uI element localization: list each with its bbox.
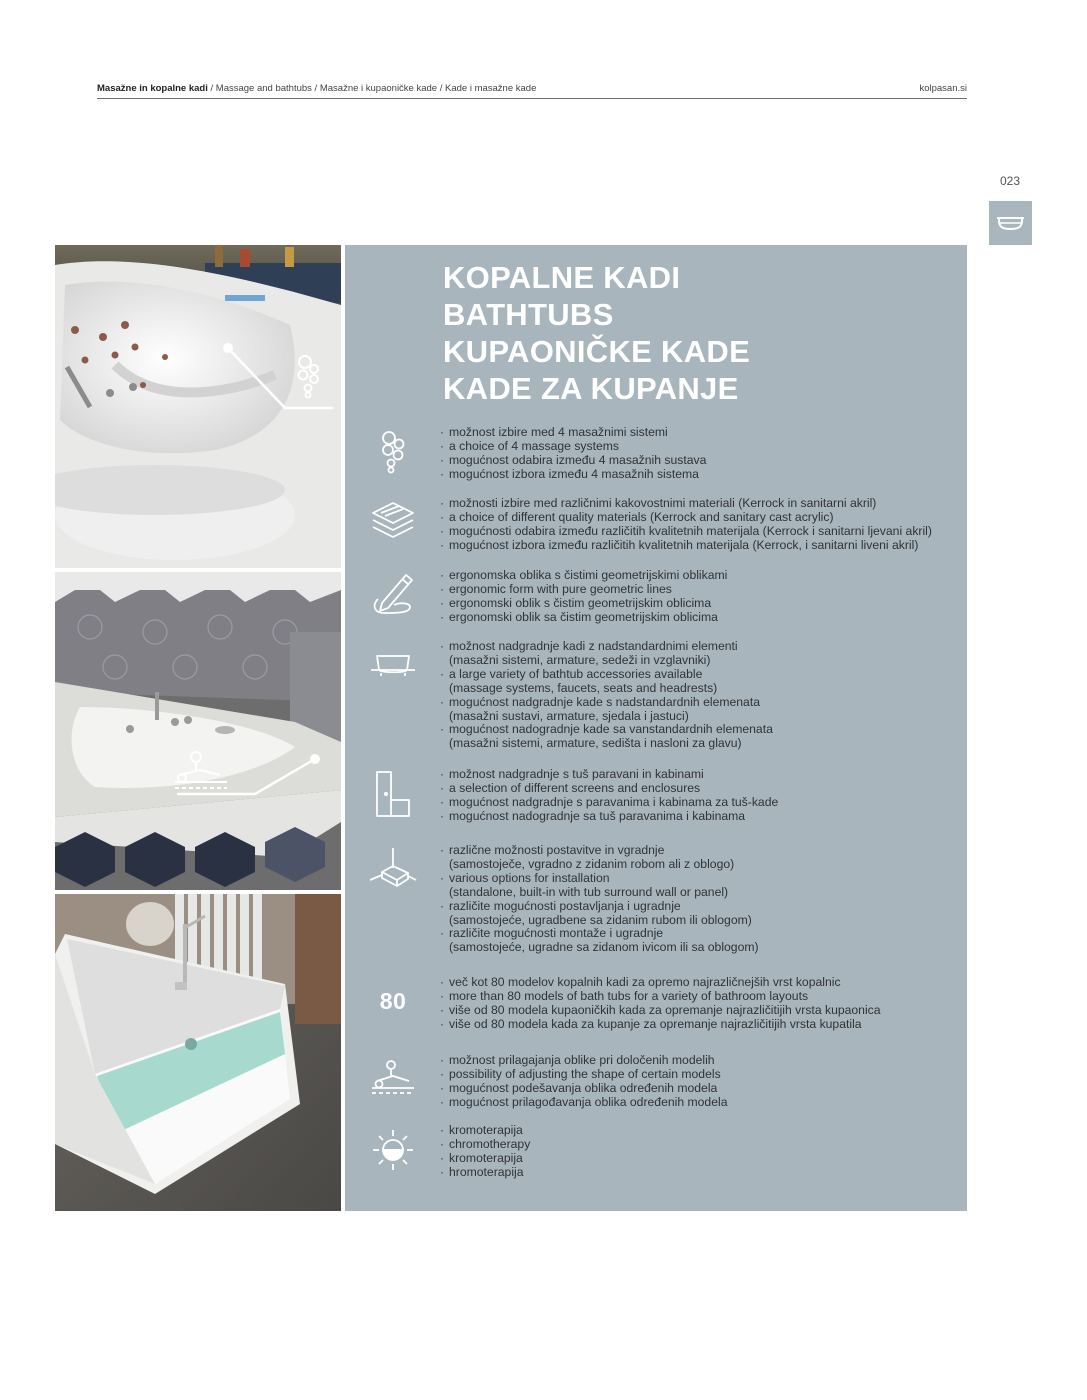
panel-title [443, 259, 750, 407]
feature-line: · chromotherapy [440, 1136, 531, 1151]
feature-line: · mogućnost odabira između 4 masažnih sustava [440, 452, 707, 467]
feature-line: · možnosti izbire med različnimi kakovostnimi materiali (Kerrock in sanitarni akril) [440, 496, 877, 510]
number-80-badge: 80 [379, 988, 407, 1014]
feature-line: · možnost nadgradnje kadi z nadstandardnimi elementi [440, 639, 738, 653]
feature-line: (masažni sustavi, armature, sjedala i jastuci) [449, 708, 689, 723]
breadcrumb-translations: / Massage and bathtubs / Masažne i kupaoničke kade / Kade i masažne kade [207, 83, 537, 94]
shower-screen-icon [367, 770, 419, 823]
title-line-sl: KOPALNE KADI [443, 260, 681, 295]
feature-line: · mogućnost izbora između različitih kvalitetnih materijala (Kerrock, i sanitarni liveni akril) [440, 537, 919, 552]
feature-line: · kromoterapija [440, 1150, 523, 1165]
feature-line: · ergonomic form with pure geometric lines [440, 581, 672, 596]
feature-line: (samostoječe, vgradno z zidanim robom ali z oblogo) [449, 856, 735, 871]
site-url[interactable]: kolpasan.si [919, 83, 967, 94]
title-line-sr: KADE ZA KUPANJE [443, 371, 739, 406]
feature-line: · več kot 80 modelov kopalnih kadi za opremo najrazličnejših vrst kopalnic [440, 975, 841, 989]
bathtub-icon [367, 652, 419, 683]
photo-freestanding-tub [55, 894, 341, 1211]
scissors-cut-icon [367, 1060, 419, 1101]
features-panel [345, 245, 967, 1211]
feature-line: · više od 80 modela kupaoničkih kada za opremanje najrazličitijih vrsta kupaonica [440, 1002, 881, 1017]
feature-line: · možnost prilagajanja oblike pri določenih modelih [440, 1053, 715, 1067]
feature-line: · ergonomski oblik s čistim geometrijskim oblicima [440, 595, 712, 610]
feature-line: · mogućnost podešavanja oblika određenih modela [440, 1080, 718, 1095]
feature-line: · ergonomski oblik sa čistim geometrijskim oblicima [440, 609, 718, 624]
feature-line: (masažni sistemi, armature, sedeži in vzglavniki) [449, 652, 711, 667]
breadcrumb-section: Masažne in kopalne kadi [97, 83, 208, 94]
bathtub-tab-icon [996, 210, 1025, 236]
feature-line: (samostojeće, ugradne sa zidanom ivicom ili sa oblogom) [449, 940, 759, 955]
bubbles-icon [367, 428, 419, 479]
feature-line: · a choice of different quality materials (Kerrock and sanitary cast acrylic) [440, 509, 834, 524]
feature-line: (standalone, built-in with tub surround wall or panel) [449, 884, 729, 899]
feature-line: · možnost nadgradnje s tuš paravani in kabinami [440, 767, 704, 781]
feature-line: · mogućnost nadgradnje kade s nadstandardnih elemenata [440, 694, 761, 709]
feature-line: · various options for installation [440, 870, 610, 885]
title-line-hr: KUPAONIČKE KADE [443, 334, 751, 369]
feature-line: · različne možnosti postavitve in vgradnje [440, 843, 665, 857]
layers-icon [367, 499, 419, 548]
feature-line: (masažni sistemi, armature, sedišta i nasloni za glavu) [449, 736, 742, 751]
feature-line: · ergonomska oblika s čistimi geometrijskimi oblikami [440, 568, 728, 582]
feature-line: (samostojeće, ugradbene sa zidanim rubom ili oblogom) [449, 912, 752, 927]
breadcrumb [97, 83, 536, 94]
feature-line: · možnost izbire med 4 masažnimi sistemi [440, 425, 668, 439]
feature-line: · različite mogućnosti postavljanja i ugradnje [440, 898, 681, 913]
feature-line: · mogućnost nadogradnje sa tuš paravanima i kabinama [440, 808, 746, 823]
feature-line: · more than 80 models of bath tubs for a variety of bathroom layouts [440, 988, 809, 1003]
page-header [97, 82, 967, 99]
pencil-shape-icon [367, 569, 419, 622]
sun-light-icon [367, 1128, 419, 1177]
feature-line: · a selection of different screens and enclosures [440, 780, 701, 795]
feature-line: · a large variety of bathtub accessories available [440, 666, 703, 681]
feature-line: · kromoterapija [440, 1123, 523, 1137]
title-line-en: BATHTUBS [443, 297, 614, 332]
feature-line: · mogućnost prilagođavanja oblika određenih modela [440, 1094, 728, 1109]
photo-corner-massage-tub [55, 245, 341, 568]
feature-line: · mogućnost nadogradnje kade sa vanstandardnih elemenata [440, 722, 773, 737]
feature-line: · a choice of 4 massage systems [440, 438, 620, 453]
feature-line: · mogućnost izbora između 4 masažnih sistema [440, 466, 699, 481]
feature-line: · mogućnost nadgradnje s paravanima i kabinama za tuš-kade [440, 794, 779, 809]
feature-line: · possibility of adjusting the shape of certain models [440, 1066, 721, 1081]
feature-line: · različite mogućnosti montaže i ugradnje [440, 926, 664, 941]
feature-line: · hromoterapija [440, 1164, 524, 1179]
section-tab[interactable] [989, 201, 1032, 245]
installation-icon [367, 846, 419, 899]
feature-line: (massage systems, faucets, seats and headrests) [449, 680, 718, 695]
feature-line: · više od 80 modela kada za kupanje za opremanje najrazličitijih vrsta kupatila [440, 1016, 862, 1031]
page-number: 023 [999, 174, 1021, 188]
photo-built-in-tub [55, 572, 341, 890]
feature-line: · mogućnosti odabira između različitih kvalitetnih materijala (Kerrock i sanitarni ljevani akril) [440, 523, 932, 538]
